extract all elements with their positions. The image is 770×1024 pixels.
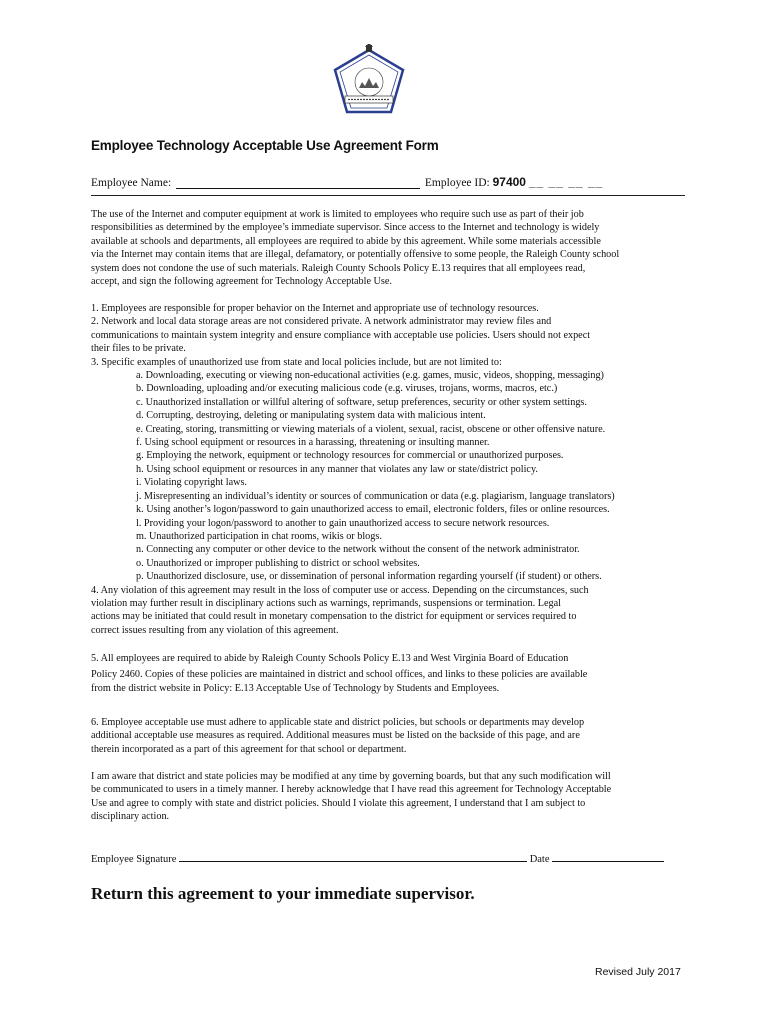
example-item: n. Connecting any computer or other device to the network without the consent of the network administrator.	[136, 544, 580, 556]
rule-item-1: 1. Employees are responsible for proper behavior on the Internet and appropriate use of technology resources.	[91, 303, 539, 314]
text-line: actions may be initiated that could result in monetary compensation to the district for equipment or services required to	[91, 611, 577, 623]
revision-date: Revised July 2017	[595, 966, 681, 978]
raleigh-county-schools-logo	[329, 44, 409, 118]
employee-name-label: Employee Name:	[91, 177, 172, 189]
employee-id-blanks[interactable]: __ __ __ __	[528, 175, 604, 189]
rule-item-4: 4. Any violation of this agreement may result in the loss of computer use or access. Depending on the circumstances, such	[91, 584, 589, 596]
text-line: therein incorporated as a part of this agreement for that school or department.	[91, 743, 407, 755]
text-line: additional acceptable use measures as required. Additional measures must be listed on the backside of this page, and are	[91, 730, 580, 742]
text-line: their files to be private.	[91, 343, 186, 355]
rule-item-6	[91, 716, 691, 756]
example-item: p. Unauthorized disclosure, use, or dissemination of personal information regarding yourself (if student) or others.	[136, 571, 602, 583]
text-line: system does not condone the use of such materials. Raleigh County Schools Policy E.13 requires that all employees read,	[91, 262, 586, 274]
text-line: via the Internet may contain items that are illegal, defamatory, or potentially offensive to some people, the Raleigh County school	[91, 249, 620, 261]
employee-id-label: Employee ID:	[424, 177, 490, 189]
text-line: correct issues resulting from any violation of this agreement.	[91, 624, 339, 636]
text-line: be communicated to users in a timely manner. I hereby acknowledge that I have read this agreement for Technology Acceptable	[91, 784, 612, 796]
text-line: violation may further result in disciplinary actions such as warnings, reprimands, suspensions or termination. Legal	[91, 597, 561, 609]
employee-info-row	[91, 175, 685, 196]
rule-item-3: 3. Specific examples of unauthorized use from state and local policies include, but are not limited to:	[91, 356, 502, 368]
example-item: m. Unauthorized participation in chat rooms, wikis or blogs.	[136, 530, 382, 542]
text-line: The use of the Internet and computer equipment at work is limited to employees who require such use as part of their job	[91, 209, 584, 220]
intro-paragraph	[91, 208, 691, 288]
text-line: available at schools and departments, all employees are required to abide by this agreement. While some materials accessible	[91, 235, 601, 247]
text-line: accept, and sign the following agreement for Technology Acceptable Use.	[91, 276, 392, 288]
signature-row	[91, 851, 691, 865]
example-item: e. Creating, storing, transmitting or viewing materials of a violent, sexual, racist, obscene or other offensive nature.	[136, 423, 606, 435]
rules-list	[91, 302, 691, 637]
example-item: l. Providing your logon/password to another to gain unauthorized access to secure network resources.	[136, 517, 550, 529]
text-line: disciplinary action.	[91, 811, 170, 823]
employee-name-field[interactable]	[176, 176, 420, 189]
example-item: f. Using school equipment or resources in a harassing, threatening or insulting manner.	[136, 437, 490, 449]
example-item: k. Using another’s logon/password to gain unauthorized access to email, electronic folders, files or online resources.	[136, 504, 610, 516]
signature-label: Employee Signature	[91, 854, 177, 865]
employee-id-value[interactable]: 97400	[492, 175, 526, 189]
rule-item-2: 2. Network and local data storage areas are not considered private. A network administrator may review files and	[91, 316, 552, 328]
text-line: I am aware that district and state policies may be modified at any time by governing boards, but that any such modification will	[91, 771, 611, 782]
example-item: g. Employing the network, equipment or technology resources for commercial or unauthorized purposes.	[136, 450, 564, 462]
example-item: j. Misrepresenting an individual’s identity or sources of communication or data (e.g. plagiarism, language translators)	[136, 490, 615, 502]
example-item: c. Unauthorized installation or willful altering of software, setup preferences, security or other system settings.	[136, 396, 587, 408]
example-item: b. Downloading, uploading and/or executing malicious code (e.g. viruses, trojans, worms, macros, etc.)	[136, 383, 558, 395]
rule-item-5	[91, 652, 691, 695]
example-item: d. Corrupting, destroying, deleting or manipulating system data with malicious intent.	[136, 410, 486, 422]
return-instruction: Return this agreement to your immediate supervisor.	[91, 884, 475, 903]
date-label: Date	[529, 854, 550, 865]
text-line: 6. Employee acceptable use must adhere to applicable state and district policies, but schools or departments may develop	[91, 717, 585, 728]
example-item: o. Unauthorized or improper publishing to district or school websites.	[136, 557, 420, 569]
text-line: from the district website in Policy: E.13 Acceptable Use of Technology by Students and Employees.	[91, 682, 500, 694]
example-item: h. Using school equipment or resources in any manner that violates any law or state/district policy.	[136, 463, 538, 475]
text-line: responsibilities as determined by the employee’s immediate supervisor. Since access to the Internet and technology is widely	[91, 222, 600, 234]
text-line: Use and agree to comply with state and district policies. Should I violate this agreement, I understand that I am subject to	[91, 797, 586, 809]
text-line: 5. All employees are required to abide by Raleigh County Schools Policy E.13 and West Virginia Board of Education	[91, 653, 569, 664]
example-item: a. Downloading, executing or viewing non-educational activities (e.g. games, music, videos, shopping, messaging)	[136, 370, 604, 382]
form-title: Employee Technology Acceptable Use Agreement Form	[91, 138, 439, 153]
signature-field[interactable]	[179, 851, 527, 862]
text-line: communications to maintain system integrity and ensure compliance with acceptable use policies. Users should not expect	[91, 329, 591, 341]
acknowledgement-paragraph	[91, 770, 691, 824]
text-line: Policy 2460. Copies of these policies are maintained in district and school offices, and links to these policies are available	[91, 669, 588, 681]
example-item: i. Violating copyright laws.	[136, 477, 247, 489]
date-field[interactable]	[552, 851, 664, 862]
